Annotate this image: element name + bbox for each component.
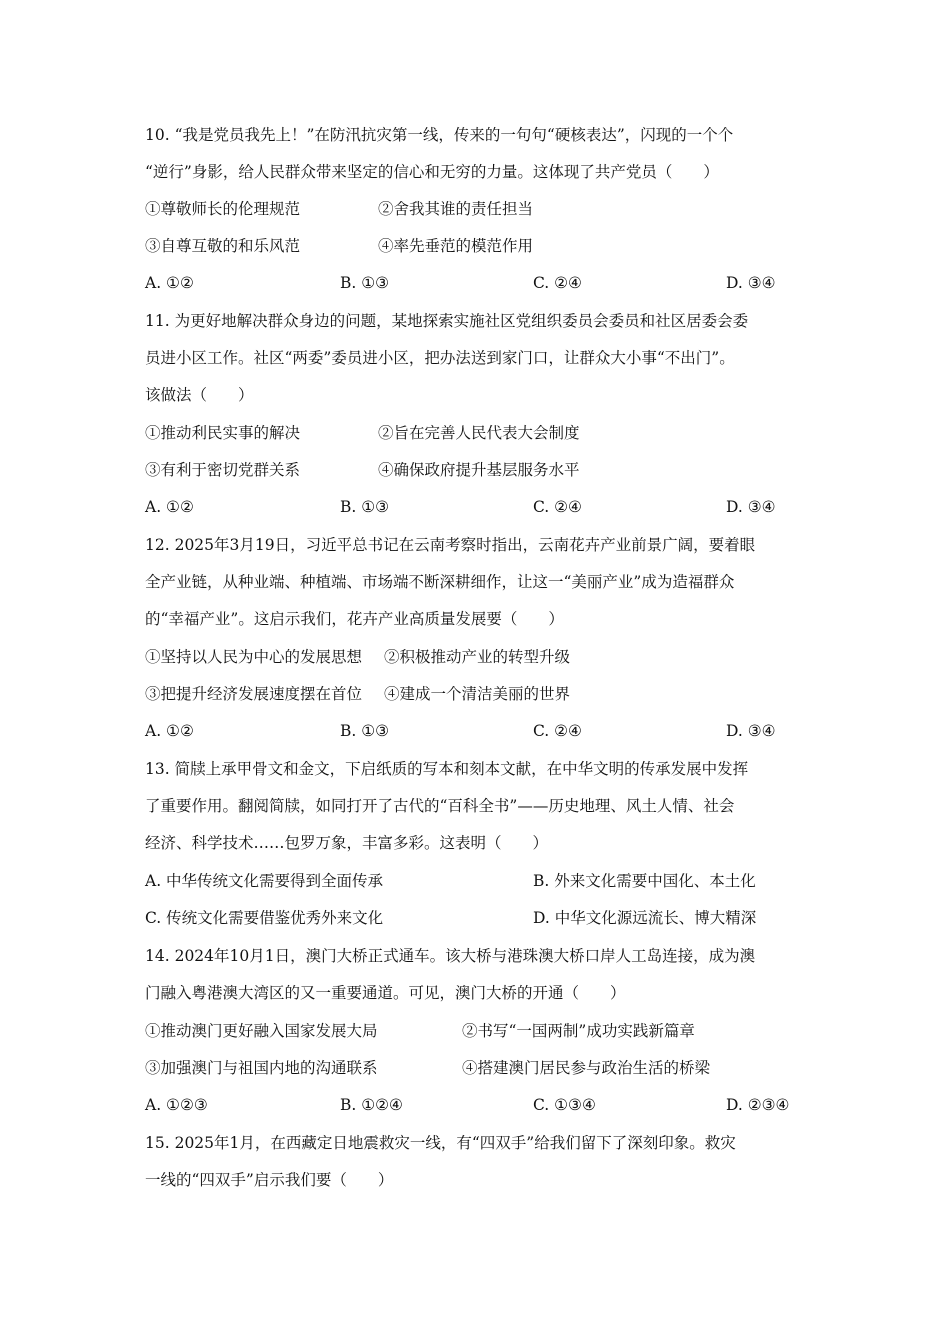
question-stem-line: 11. 为更好地解决群众身边的问题，某地探索实施社区党组织委员会委员和社区居委会委 — [145, 312, 749, 330]
question-stem-line: 了重要作用。翻阅简牍，如同打开了古代的“百科全书”——历史地理、风土人情、社会 — [145, 797, 735, 815]
question-stem-line: 10. “我是党员我先上！”在防汛抗灾第一线，传来的一句句“硬核表达”，闪现的一个个 — [145, 126, 734, 144]
choice-c: C. ②④ — [533, 274, 582, 292]
question-stem-line: 的“幸福产业”。这启示我们，花卉产业高质量发展要（ ） — [145, 610, 564, 628]
choice-c: C. 传统文化需要借鉴优秀外来文化 — [145, 909, 384, 927]
choice-d: D. 中华文化源远流长、博大精深 — [533, 909, 757, 927]
question-stem-line: 12. 2025年3月19日，习近平总书记在云南考察时指出，云南花卉产业前景广阔，要着眼 — [145, 536, 756, 554]
question-stem-line: 员进小区工作。社区“两委”委员进小区，把办法送到家门口，让群众大小事“不出门”。 — [145, 349, 735, 367]
statement-2: ②积极推动产业的转型升级 — [384, 648, 571, 666]
statement-4: ④率先垂范的模范作用 — [378, 237, 534, 255]
choice-d: D. ②③④ — [726, 1096, 790, 1114]
choice-d: D. ③④ — [726, 274, 776, 292]
choice-b: B. ①③ — [340, 722, 390, 740]
statement-1: ①尊敬师长的伦理规范 — [145, 200, 301, 218]
statement-2: ②舍我其谁的责任担当 — [378, 200, 534, 218]
question-stem-line: 14. 2024年10月1日，澳门大桥正式通车。该大桥与港珠澳大桥口岸人工岛连接，成为澳 — [145, 947, 756, 965]
question-stem-line: 经济、科学技术……包罗万象，丰富多彩。这表明（ ） — [145, 834, 549, 852]
question-stem-line: 15. 2025年1月，在西藏定日地震救灾一线，有“四双手”给我们留下了深刻印象。救灾 — [145, 1134, 736, 1152]
choice-a: A. ①② — [145, 274, 194, 292]
choice-b: B. 外来文化需要中国化、本土化 — [533, 872, 756, 890]
choice-d: D. ③④ — [726, 722, 776, 740]
choice-a: A. ①②③ — [145, 1096, 208, 1114]
choice-b: B. ①②④ — [340, 1096, 403, 1114]
statement-4: ④搭建澳门居民参与政治生活的桥梁 — [462, 1059, 711, 1077]
statement-1: ①推动利民实事的解决 — [145, 424, 301, 442]
choice-a: A. 中华传统文化需要得到全面传承 — [145, 872, 384, 890]
question-stem-line: 全产业链，从种业端、种植端、市场端不断深耕细作，让这一“美丽产业”成为造福群众 — [145, 573, 735, 591]
choice-b: B. ①③ — [340, 498, 390, 516]
statement-3: ③把提升经济发展速度摆在首位 — [145, 685, 363, 703]
statement-2: ②书写“一国两制”成功实践新篇章 — [462, 1022, 695, 1040]
question-stem-line: 一线的“四双手”启示我们要（ ） — [145, 1171, 394, 1189]
statement-3: ③加强澳门与祖国内地的沟通联系 — [145, 1059, 378, 1077]
choice-a: A. ①② — [145, 722, 194, 740]
choice-c: C. ②④ — [533, 722, 582, 740]
choice-b: B. ①③ — [340, 274, 390, 292]
question-stem-line: 该做法（ ） — [145, 386, 254, 404]
statement-1: ①坚持以人民为中心的发展思想 — [145, 648, 363, 666]
choice-a: A. ①② — [145, 498, 194, 516]
choice-c: C. ②④ — [533, 498, 582, 516]
question-stem-line: “逆行”身影，给人民群众带来坚定的信心和无穷的力量。这体现了共产党员（ ） — [145, 163, 719, 181]
statement-4: ④确保政府提升基层服务水平 — [378, 461, 580, 479]
question-stem-line: 13. 简牍上承甲骨文和金文，下启纸质的写本和刻本文献，在中华文明的传承发展中发挥 — [145, 760, 749, 778]
question-stem-line: 门融入粤港澳大湾区的又一重要通道。可见，澳门大桥的开通（ ） — [145, 984, 626, 1002]
choice-d: D. ③④ — [726, 498, 776, 516]
statement-1: ①推动澳门更好融入国家发展大局 — [145, 1022, 378, 1040]
statement-3: ③有利于密切党群关系 — [145, 461, 301, 479]
statement-4: ④建成一个清洁美丽的世界 — [384, 685, 571, 703]
statement-2: ②旨在完善人民代表大会制度 — [378, 424, 580, 442]
statement-3: ③自尊互敬的和乐风范 — [145, 237, 301, 255]
choice-c: C. ①③④ — [533, 1096, 596, 1114]
